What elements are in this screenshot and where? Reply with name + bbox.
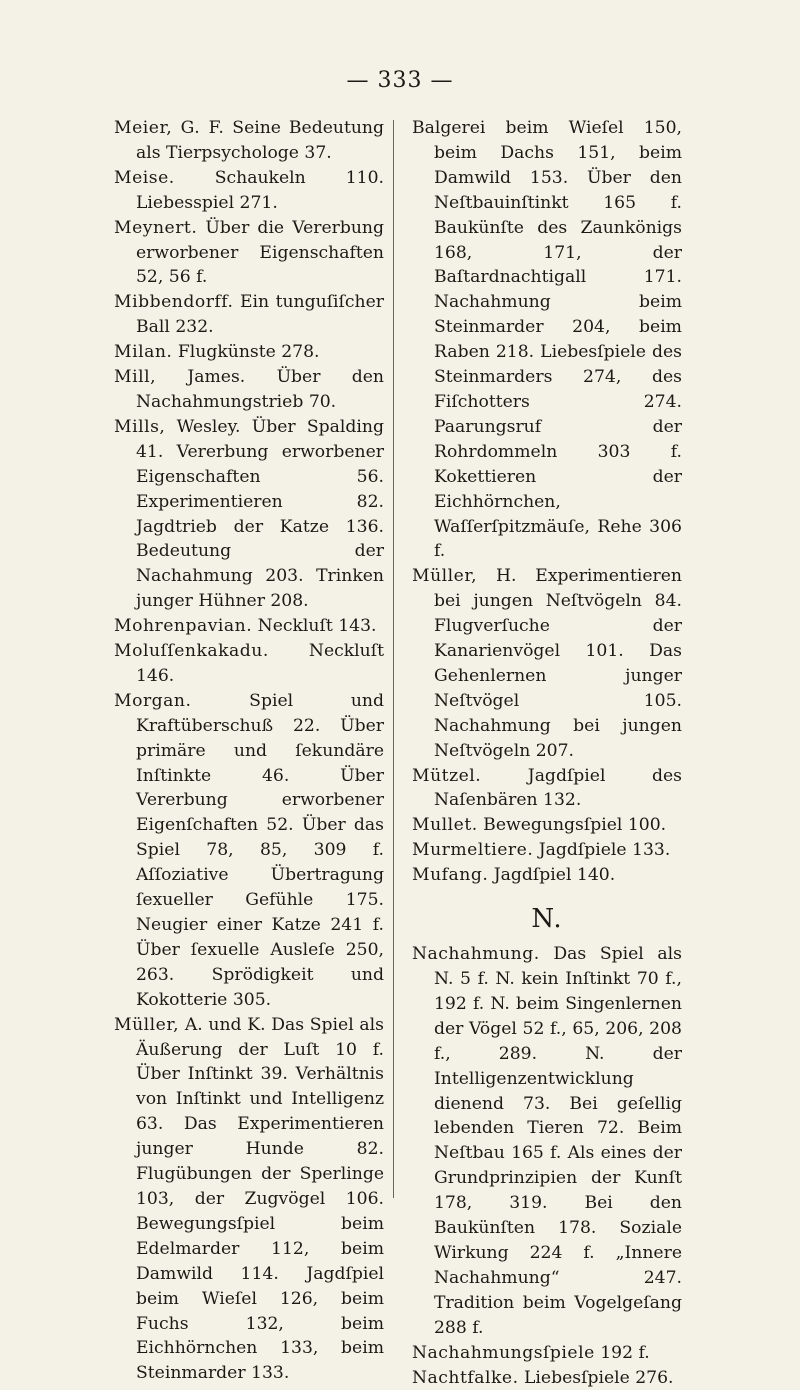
- index-entry-text: Wesley. Über Spalding 41. Vererbung erworbener Eigenschaften 56. Experimentieren 82. Jagdtrieb der Katze 136. Bedeutung der Nachahmung 203. Trinken junger Hühner 208.: [136, 417, 384, 611]
- index-entry-text: Schaukeln 110. Liebesspiel 271.: [136, 168, 384, 213]
- index-entry-heading: Meier, G. F.: [114, 118, 224, 138]
- index-entry: [412, 838, 682, 863]
- index-entry-heading: Müller,: [412, 566, 477, 586]
- index-entry: [412, 116, 682, 564]
- index-entry: [412, 1341, 682, 1366]
- index-entry-text: Balgerei beim Wieſel 150, beim Dachs 151, beim Damwild 153. Über den Neſtbauinſtinkt 165 f. Baukünſte des Zaunkönigs 168, 171, der Baſtardnachtigall 171. Nachahmung beim Steinmarder 204, beim Raben 218. Liebesſpiele des Steinmarders 274, des Fiſchotters 274. Paarungsruf der Rohrdommeln 303 f. Kokettieren der Eichhörnchen, Waſſerſpitzmäuſe, Rehe 306 f.: [412, 118, 682, 561]
- index-entry: [114, 216, 384, 291]
- index-entry-text: A. und K. Das Spiel als Äußerung der Luſt 10 f. Über Inſtinkt 39. Verhältnis von Inſtinkt und Intelligenz 63. Das Experimentieren junger Hunde 82. Flugübungen der Sperlinge 103, der Zugvögel 106. Bewegungsſpiel beim Edelmarder 112, beim Damwild 114. Jagdſpiel beim Wieſel 126, beim Fuchs 132, beim Eichhörnchen 133, beim Steinmarder 133.: [136, 1015, 384, 1384]
- index-entry: [114, 1013, 384, 1387]
- index-entry: [114, 340, 384, 365]
- page-number: — 333 —: [0, 68, 800, 93]
- index-entry: [412, 942, 682, 1341]
- index-entry-text: Jagdſpiel des Naſenbären 132.: [434, 766, 682, 811]
- index-entry-heading: Meynert.: [114, 218, 197, 238]
- index-entry: [114, 639, 384, 689]
- index-entry-heading: Müller,: [114, 1015, 179, 1035]
- index-entry-text: Das Spiel als N. 5 f. N. kein Inſtinkt 70 f., 192 f. N. beim Singenlernen der Vögel 52 f., 65, 206, 208 f., 289. N. der Intelligenzentwicklung dienend 73. Bei geſellig lebenden Tieren 72. Beim Neſtbau 165 f. Als eines der Grundprinzipien der Kunſt 178, 319. Bei den Baukünſten 178. Soziale Wirkung 224 f. „Innere Nachahmung“ 247. Tradition beim Vogelgeſang 288 f.: [434, 944, 682, 1338]
- index-entry: [114, 614, 384, 639]
- index-entry: [114, 166, 384, 216]
- index-entry-text: Liebesſpiele 276.: [519, 1368, 674, 1388]
- index-column-right: [412, 116, 682, 1390]
- index-column-left: [114, 116, 384, 1386]
- index-entry-text: Neckluſt 143.: [252, 616, 376, 636]
- index-entry-text: Flugkünste 278.: [172, 342, 319, 362]
- index-entry: [412, 863, 682, 888]
- index-entry-heading: Mohrenpavian.: [114, 616, 252, 636]
- index-entry-text: Jagdſpiel 140.: [488, 865, 615, 885]
- index-entry-heading: Nachahmungsſpiele: [412, 1343, 595, 1363]
- index-entry-heading: Moluſſenkakadu.: [114, 641, 269, 661]
- index-entry-heading: Milan.: [114, 342, 172, 362]
- index-entry-heading: Nachtfalke.: [412, 1368, 519, 1388]
- index-entry: [114, 365, 384, 415]
- index-entry-heading: Mufang.: [412, 865, 488, 885]
- index-entry: [412, 1366, 682, 1390]
- index-entry-heading: Mills,: [114, 417, 165, 437]
- index-entry: [412, 813, 682, 838]
- index-entry-text: Bewegungsſpiel 100.: [478, 815, 666, 835]
- index-entry-text: James. Über den Nachahmungstrieb 70.: [136, 367, 384, 412]
- index-entry-text: Neckluſt 146.: [136, 641, 384, 686]
- index-entry-text: Über die Vererbung erworbener Eigenschaften 52, 56 f.: [136, 218, 384, 288]
- section-letter: N.: [412, 902, 682, 936]
- index-entry-text: Spiel und Kraftüberschuß 22. Über primäre und ſekundäre Inſtinkte 46. Über Vererbung erworbener Eigenſchaften 52. Über das Spiel 78, 85, 309 f. Aſſoziative Übertragung ſexueller Gefühle 175. Neugier einer Katze 241 f. Über ſexuelle Ausleſe 250, 263. Sprödigkeit und Kokotterie 305.: [136, 691, 384, 1010]
- index-entry-heading: Mill,: [114, 367, 156, 387]
- index-entry-heading: Nachahmung.: [412, 944, 540, 964]
- index-entry-text: H. Experimentieren bei jungen Neſtvögeln 84. Flugverſuche der Kanarienvögel 101. Das Gehenlernen junger Neſtvögel 105. Nachahmung bei jungen Neſtvögeln 207.: [434, 566, 682, 760]
- index-entry: [412, 764, 682, 814]
- index-entry-heading: Murmeltiere.: [412, 840, 533, 860]
- index-entry: [114, 116, 384, 166]
- index-entry-text: 192 f.: [595, 1343, 650, 1363]
- index-entry-heading: Morgan.: [114, 691, 191, 711]
- index-entry-heading: Mibbendorff.: [114, 292, 233, 312]
- index-entry-text: Seine Bedeutung als Tierpsychologe 37.: [136, 118, 384, 163]
- index-entry: [114, 415, 384, 614]
- index-entry: [412, 564, 682, 763]
- column-divider: [393, 120, 394, 1198]
- index-entry-heading: Mullet.: [412, 815, 478, 835]
- index-section-m-continued: [412, 116, 682, 888]
- index-entry: [114, 290, 384, 340]
- index-entry: [114, 689, 384, 1013]
- index-entry-text: Ein tunguſiſcher Ball 232.: [136, 292, 384, 337]
- index-section-n: [412, 942, 682, 1390]
- index-entry-text: Jagdſpiele 133.: [533, 840, 670, 860]
- index-entry-heading: Meise.: [114, 168, 175, 188]
- index-entry-heading: Mützel.: [412, 766, 481, 786]
